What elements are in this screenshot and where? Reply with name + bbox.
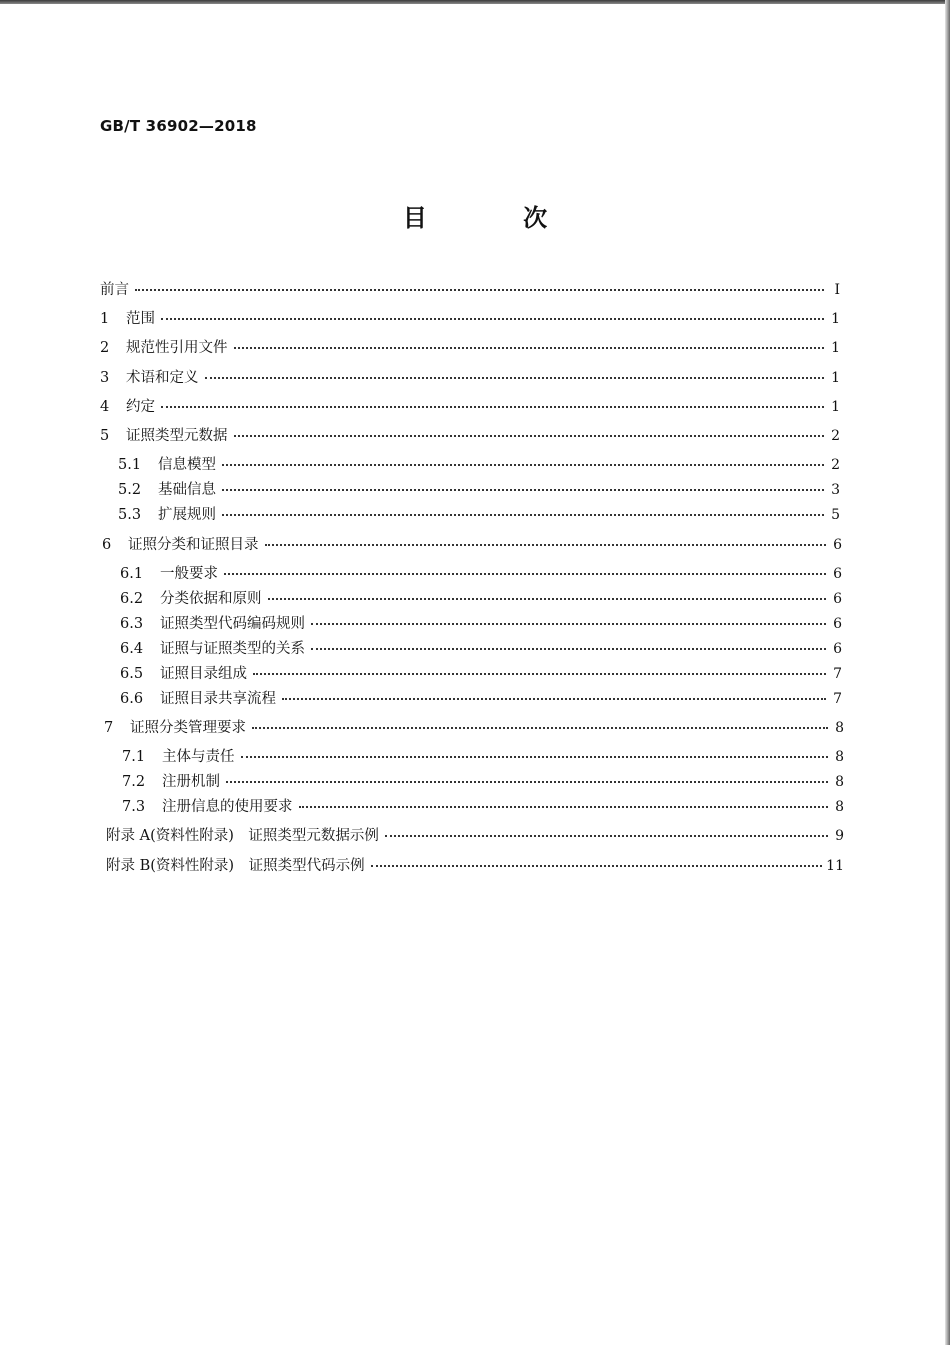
toc-number: 附录 A — [106, 828, 151, 844]
toc-number: 4 — [100, 399, 110, 415]
toc-entry-6[interactable] — [102, 533, 842, 555]
toc-label: 基础信息 — [158, 482, 216, 498]
toc-page: 2 — [831, 457, 840, 473]
toc-entry-6-1[interactable] — [120, 562, 842, 584]
toc-label: 范围 — [126, 311, 155, 327]
toc-number: 6.6 — [120, 691, 144, 707]
toc-number: 5.3 — [118, 507, 142, 523]
toc-leader — [385, 835, 828, 837]
toc-number: 7.1 — [122, 749, 146, 765]
toc-leader — [161, 406, 824, 408]
toc-page: 8 — [835, 720, 844, 736]
toc-leader — [265, 544, 827, 546]
toc-page: 8 — [835, 774, 844, 790]
toc-entry-6-4[interactable] — [120, 637, 842, 659]
toc-page: 8 — [835, 749, 844, 765]
toc-number: 6.1 — [120, 566, 144, 582]
toc-page: 9 — [835, 828, 844, 844]
toc-label: 规范性引用文件 — [126, 340, 228, 356]
toc-number: 5.1 — [118, 457, 142, 473]
toc-leader — [311, 648, 826, 650]
toc-label: 证照目录共享流程 — [160, 691, 276, 707]
toc-label: 约定 — [126, 399, 155, 415]
toc-entry-4[interactable] — [100, 395, 840, 417]
toc-entry-7-2[interactable] — [122, 770, 844, 792]
toc-entry-2[interactable] — [100, 336, 840, 358]
toc-label: 证照与证照类型的关系 — [160, 641, 305, 657]
toc-entry-6-6[interactable] — [120, 687, 842, 709]
toc-number: 6.5 — [120, 666, 144, 682]
toc-number: 6 — [102, 537, 112, 553]
toc-page: 6 — [833, 537, 842, 553]
toc-entry-5[interactable] — [100, 424, 840, 446]
page-title: 目 次 — [402, 204, 592, 232]
toc-label: 分类依据和原则 — [160, 591, 262, 607]
toc-page: 6 — [833, 616, 842, 632]
toc-leader — [252, 727, 828, 729]
toc-number: 6.3 — [120, 616, 144, 632]
toc-number: 1 — [100, 311, 110, 327]
toc-label: (资料性附录) 证照类型元数据示例 — [150, 828, 379, 844]
toc-leader — [161, 318, 824, 320]
toc-leader — [135, 289, 824, 291]
toc-label: 证照类型元数据 — [126, 428, 228, 444]
toc-page: 1 — [831, 311, 840, 327]
toc-label: 证照分类管理要求 — [130, 720, 246, 736]
toc-entry-6-3[interactable] — [120, 612, 842, 634]
toc-number: 3 — [100, 370, 110, 386]
toc-number: 5 — [100, 428, 110, 444]
toc-number: 2 — [100, 340, 110, 356]
toc-leader — [371, 865, 823, 867]
toc-number: 7.2 — [122, 774, 146, 790]
toc-entry-5-2[interactable] — [118, 478, 840, 500]
toc-label: 术语和定义 — [126, 370, 199, 386]
toc-leader — [253, 673, 826, 675]
toc-leader — [222, 464, 824, 466]
toc-leader — [282, 698, 826, 700]
toc-leader — [205, 377, 825, 379]
toc-page: 8 — [835, 799, 844, 815]
toc-leader — [268, 598, 827, 600]
toc-number: 6.2 — [120, 591, 144, 607]
toc-entry-5-3[interactable] — [118, 503, 840, 525]
toc-label: 前言 — [100, 282, 129, 298]
toc-leader — [234, 347, 825, 349]
toc-entry-foreword[interactable] — [100, 278, 840, 300]
toc-leader — [241, 756, 829, 758]
toc-label: 注册信息的使用要求 — [162, 799, 293, 815]
toc-page: 3 — [831, 482, 840, 498]
toc-label: (资料性附录) 证照类型代码示例 — [150, 858, 365, 874]
toc-entry-6-2[interactable] — [120, 587, 842, 609]
toc-page: 6 — [833, 566, 842, 582]
toc-label: 注册机制 — [162, 774, 220, 790]
toc-entry-7-1[interactable] — [122, 745, 844, 767]
toc-entry-7-3[interactable] — [122, 795, 844, 817]
toc-leader — [226, 781, 828, 783]
toc-label: 扩展规则 — [158, 507, 216, 523]
toc-page: 1 — [831, 370, 840, 386]
toc-number: 5.2 — [118, 482, 142, 498]
toc-number: 6.4 — [120, 641, 144, 657]
toc-label: 主体与责任 — [162, 749, 235, 765]
toc-page: I — [834, 282, 840, 298]
toc-page: 5 — [831, 507, 840, 523]
toc-page: 6 — [833, 591, 842, 607]
toc-entry-6-5[interactable] — [120, 662, 842, 684]
toc-label: 证照分类和证照目录 — [128, 537, 259, 553]
toc-entry-3[interactable] — [100, 366, 840, 388]
toc-page: 11 — [826, 858, 844, 874]
toc-label: 证照类型代码编码规则 — [160, 616, 305, 632]
toc-number: 7.3 — [122, 799, 146, 815]
toc-leader — [311, 623, 826, 625]
toc-leader — [234, 435, 825, 437]
toc-leader — [299, 806, 829, 808]
toc-page: 6 — [833, 641, 842, 657]
toc-entry-5-1[interactable] — [118, 453, 840, 475]
toc-page: 1 — [831, 340, 840, 356]
toc-number: 7 — [104, 720, 114, 736]
standard-code: GB/T 36902—2018 — [100, 117, 257, 135]
toc-entry-annex-a[interactable] — [106, 824, 844, 846]
toc-leader — [222, 514, 824, 516]
toc-page: 7 — [833, 691, 842, 707]
toc-entry-7[interactable] — [104, 716, 844, 738]
toc-label: 信息模型 — [158, 457, 216, 473]
toc-leader — [224, 573, 826, 575]
scan-edge-top — [0, 0, 950, 4]
toc-page: 7 — [833, 666, 842, 682]
toc-number: 附录 B — [106, 858, 151, 874]
toc-label: 证照目录组成 — [160, 666, 247, 682]
toc-label: 一般要求 — [160, 566, 218, 582]
toc-leader — [222, 489, 824, 491]
toc-entry-annex-b[interactable] — [106, 854, 844, 876]
toc-entry-1[interactable] — [100, 307, 840, 329]
toc-page: 2 — [831, 428, 840, 444]
toc-page: 1 — [831, 399, 840, 415]
